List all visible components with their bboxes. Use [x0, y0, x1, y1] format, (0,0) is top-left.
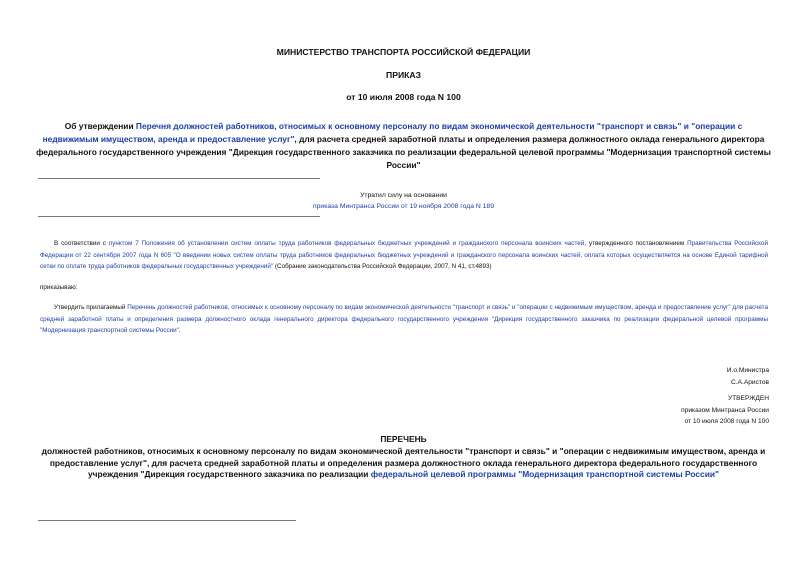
- p3-text-a: Утвердить прилагаемый: [54, 304, 128, 311]
- status-link[interactable]: приказа Минтранса России от 19 ноября 2008 года N 189: [312, 203, 495, 210]
- list-link[interactable]: федеральной целевой программы "Модернизация транспортной системы России": [370, 469, 719, 480]
- signature-name: С.А.Аристов: [731, 378, 769, 386]
- list-text: должностей работников, относимых к основному персоналу по видам экономической деятельности "транспорт и связь" и "операции с недвижимым имуществом, аренда и предоставление услуг", для расчета средней заработной платы и определения размера должностного оклада генерального директора федерального государственного учреждения "Дирекция государственного заказчика по реализации: [41, 446, 766, 480]
- divider-top: [38, 178, 320, 179]
- signature-role: И.о.Министра: [726, 367, 769, 374]
- order-heading: ПРИКАЗ: [386, 70, 421, 80]
- status-line: Утратил силу на основании: [360, 192, 447, 199]
- list-title: ПЕРЕЧЕНЬ: [380, 434, 427, 444]
- p1-link[interactable]: пунктом 7 Положения об установлении систем оплаты труда работников федеральных бюджетных учреждений и гражданского персонала воинских частей: [108, 240, 585, 247]
- approval-line-1: УТВЕРЖДЕН: [727, 395, 769, 402]
- p1-link-2[interactable]: Правительства Российской Федерации от 22 сентября 2007 года N 605 "О введении новых систем оплаты труда работников федеральных бюджетных учреждений и гражданского персонала воинских частей, оплата которых осуществляется на основе Единой тарифной сетки по оплате труда работников федеральных государственных учреждений": [40, 240, 769, 270]
- paragraph-approve: [40, 302, 768, 337]
- approval-line-3: от 10 июля 2008 года N 100: [684, 418, 769, 425]
- divider-bottom: [38, 216, 320, 217]
- p3-text-b: .: [178, 327, 181, 334]
- p1-text-b: , утвержденного постановлением: [584, 240, 688, 247]
- p1-text-a: В соответствии с: [54, 240, 109, 247]
- title-link[interactable]: Перечня должностей работников, относимых к основному персоналу по видам экономической деятельности "транспорт и связь" и "операции с недвижимым имуществом, аренда и предоставление услуг": [42, 121, 743, 144]
- signature-block: [727, 365, 769, 388]
- title-prefix: Об утверждении: [64, 121, 136, 131]
- approval-block: [681, 393, 769, 428]
- ministry-heading: МИНИСТЕРСТВО ТРАНСПОРТА РОССИЙСКОЙ ФЕДЕРАЦИИ: [276, 47, 531, 57]
- p1-text-c: (Собрание законодательства Российской Федерации, 2007, N 41, ст.4893): [273, 263, 492, 270]
- approval-line-2: приказом Минтранса России: [681, 406, 769, 414]
- status-note: [0, 190, 807, 212]
- paragraph-order: приказываю:: [40, 284, 78, 291]
- paragraph-basis: [40, 238, 768, 273]
- order-date: от 10 июля 2008 года N 100: [346, 92, 461, 102]
- divider-footer: [38, 520, 296, 521]
- title-suffix: , для расчета средней заработной платы и определения размера должностного оклада генерального директора федерального государственного учреждения "Дирекция государственного заказчика по реализации федеральной целевой программы "Модернизация транспортной системы России": [36, 134, 771, 170]
- list-description: [36, 446, 771, 481]
- p3-link[interactable]: Перечень должностей работников, относимых к основному персоналу по видам экономической деятельности "транспорт и связь" и "операции с недвижимым имуществом, аренда и предоставление услуг" для расчета средней заработной платы и определения размера должностного оклада генерального директора федерального государственного учреждения "Дирекция государственного заказчика по реализации федеральной целевой программы "Модернизация транспортной системы России": [40, 304, 768, 334]
- order-title: [36, 120, 771, 172]
